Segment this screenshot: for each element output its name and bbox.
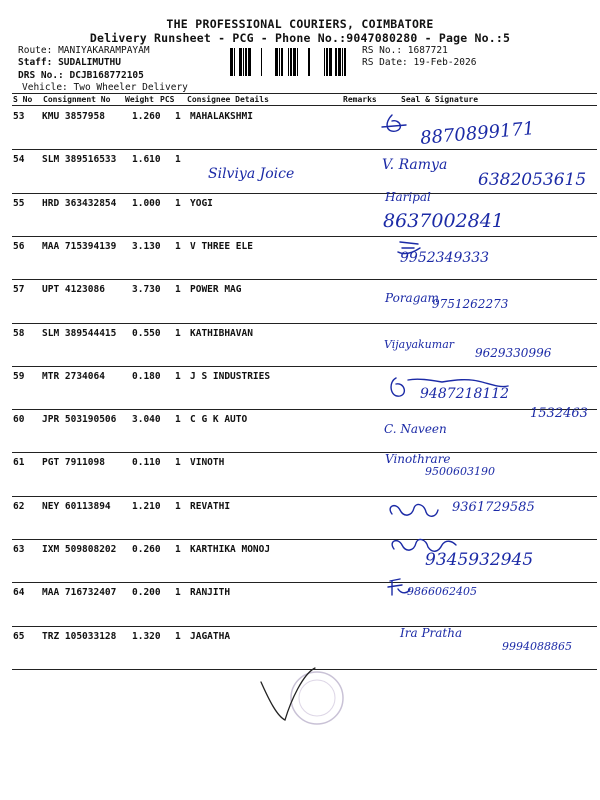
row-weight: 1.320 <box>132 630 161 642</box>
row-weight: 1.000 <box>132 197 161 209</box>
row-weight: 1.210 <box>132 500 161 512</box>
barcode-bar <box>308 48 310 76</box>
row54-handwritten-name: Silviya Joice <box>208 166 295 182</box>
row57-phone: 9751262273 <box>432 297 509 311</box>
row-weight: 3.130 <box>132 240 161 252</box>
row-divider <box>12 193 597 194</box>
col-consignee: Consignee Details <box>187 95 269 104</box>
barcode-bar <box>279 48 280 76</box>
row55-phone: 8637002841 <box>383 210 504 232</box>
rs-date-line <box>362 57 476 68</box>
row-consignment-no: MAA 715394139 <box>42 240 117 252</box>
row-pcs: 1 <box>175 197 181 209</box>
row-sno: 65 <box>13 630 25 642</box>
row-pcs: 1 <box>175 630 181 642</box>
row-consignee: REVATHI <box>190 500 231 512</box>
barcode-bar <box>245 48 247 76</box>
row-consignment-no: MAA 716732407 <box>42 587 117 599</box>
row-consignment-no: NEY 60113894 <box>42 500 111 512</box>
rs-date-label: RS Date: <box>362 57 408 68</box>
barcode-image <box>230 48 355 76</box>
row-sno: 57 <box>13 284 25 296</box>
barcode-bar <box>290 48 292 76</box>
barcode-bar <box>342 48 343 76</box>
row65-signature: Ira Pratha <box>400 626 463 640</box>
row-sno: 64 <box>13 587 25 599</box>
barcode-bar <box>326 48 328 76</box>
row-pcs: 1 <box>175 284 181 296</box>
col-sno: S No <box>13 95 33 104</box>
route-value: MANIYAKARAMPAYAM <box>58 45 150 56</box>
col-weight: Weight <box>125 95 154 104</box>
drs-line <box>18 70 144 81</box>
row53-phone: 8870899171 <box>419 118 536 149</box>
rs-no-value: 1687721 <box>407 45 448 56</box>
barcode-bar <box>338 48 341 76</box>
row-pcs: 1 <box>175 544 181 555</box>
row-consignee: POWER MAG <box>190 284 242 296</box>
rs-date-value: 19-Feb-2026 <box>413 57 477 68</box>
row-consignment-no: JPR 503190506 <box>42 414 117 426</box>
barcode-bar <box>297 48 298 76</box>
row-divider <box>12 452 597 453</box>
row-divider <box>12 626 597 627</box>
row64-phone: 9866062405 <box>407 585 477 598</box>
row-consignment-no: UPT 4123086 <box>42 284 105 296</box>
row-pcs: 1 <box>175 457 181 469</box>
row-divider <box>12 323 597 324</box>
row-weight: 0.110 <box>132 457 161 469</box>
row-sno: 55 <box>13 197 25 209</box>
row-divider <box>12 366 597 367</box>
row-consignee: JAGATHA <box>190 630 231 642</box>
row-sno: 60 <box>13 414 25 426</box>
barcode-bar <box>329 48 332 76</box>
row-consignment-no: SLM 389516533 <box>42 154 117 166</box>
barcode-bar <box>344 48 346 76</box>
route-label: Route: <box>18 45 53 56</box>
staff-label: Staff: <box>18 57 53 68</box>
company-title: THE PROFESSIONAL COURIERS, COIMBATORE <box>166 17 434 31</box>
row63-phone: 9345932945 <box>425 550 534 570</box>
row-weight: 1.260 <box>132 111 161 122</box>
rs-no-line <box>362 45 448 56</box>
row-sno: 59 <box>13 370 25 382</box>
row-consignment-no: IXM 509808202 <box>42 544 117 555</box>
barcode-bar <box>288 48 289 76</box>
barcode-bar <box>239 48 242 76</box>
col-consignment: Consignment No <box>43 95 111 104</box>
row-sno: 58 <box>13 327 25 339</box>
row-consignee: C G K AUTO <box>190 414 248 426</box>
row-sno: 63 <box>13 544 25 555</box>
row-pcs: 1 <box>175 154 181 166</box>
row-consignment-no: KMU 3857958 <box>42 111 105 122</box>
row-weight: 0.260 <box>132 544 161 555</box>
row-consignee: MAHALAKSHMI <box>190 111 253 122</box>
barcode-bar <box>234 48 235 76</box>
row-consignee: RANJITH <box>190 587 231 599</box>
row-sno: 53 <box>13 111 25 122</box>
row-consignment-no: TRZ 105033128 <box>42 630 117 642</box>
row-pcs: 1 <box>175 240 181 252</box>
vehicle-value: Two Wheeler Delivery <box>73 82 188 93</box>
row-pcs: 1 <box>175 370 181 382</box>
row-consignee: KARTHIKA MONOJ <box>190 544 271 555</box>
col-pcs: PCS <box>160 95 175 104</box>
barcode-bar <box>275 48 278 76</box>
row-consignee: VINOTH <box>190 457 225 469</box>
row-sno: 61 <box>13 457 25 469</box>
barcode-bar <box>335 48 337 76</box>
row-pcs: 1 <box>175 587 181 599</box>
row-divider <box>12 149 597 150</box>
vehicle-label: Vehicle: <box>22 82 68 93</box>
row55-signature: Haripal <box>385 190 431 204</box>
row-weight: 0.180 <box>132 370 161 382</box>
row-weight: 1.610 <box>132 154 161 166</box>
row-consignment-no: HRD 363432854 <box>42 197 117 209</box>
row56-phone: 9952349333 <box>400 250 490 266</box>
row-pcs: 1 <box>175 111 181 122</box>
row-consignee: V THREE ELE <box>190 240 253 252</box>
row-weight: 0.550 <box>132 327 161 339</box>
row54-signature: V. Ramya <box>382 157 448 173</box>
col-remarks: Remarks <box>343 95 377 104</box>
header-top-rule <box>12 93 597 94</box>
barcode-bar <box>243 48 244 76</box>
row65-phone: 9994088865 <box>502 640 572 653</box>
row-pcs: 1 <box>175 500 181 512</box>
col-seal: Seal & Signature <box>401 95 479 104</box>
row60-phone: 1532463 <box>530 406 588 421</box>
row-sno: 62 <box>13 500 25 512</box>
barcode-bar <box>230 48 233 76</box>
row62-phone: 9361729585 <box>452 500 535 515</box>
row-divider <box>12 279 597 280</box>
rs-no-label: RS No.: <box>362 45 403 56</box>
row-pcs: 1 <box>175 327 181 339</box>
row57-signature: Poragam <box>385 291 439 305</box>
route-line <box>18 45 150 56</box>
row-weight: 3.730 <box>132 284 161 296</box>
staff-value: SUDALIMUTHU <box>58 57 121 68</box>
row60-signature: C. Naveen <box>384 422 447 436</box>
row-consignment-no: PGT 7911098 <box>42 457 105 469</box>
row-sno: 56 <box>13 240 25 252</box>
barcode-bar <box>281 48 283 76</box>
drs-value: DCJB168772105 <box>69 70 144 81</box>
row-consignee: KATHIBHAVAN <box>190 327 253 339</box>
row-consignee: YOGI <box>190 197 213 209</box>
vehicle-line <box>22 82 188 93</box>
drs-label: DRS No.: <box>18 70 64 81</box>
row-consignee: J S INDUSTRIES <box>190 370 271 382</box>
row61-signature: Vinothrare <box>385 452 451 466</box>
row-consignment-no: SLM 389544415 <box>42 327 117 339</box>
runsheet-title: Delivery Runsheet - PCG - Phone No.:9047080280 - Page No.:5 <box>89 31 511 45</box>
row58-phone: 9629330996 <box>475 346 552 360</box>
barcode-bar <box>248 48 251 76</box>
row-pcs: 1 <box>175 414 181 426</box>
row-weight: 0.200 <box>132 587 161 599</box>
row59-phone: 9487218112 <box>420 386 510 402</box>
row61-phone: 9500603190 <box>425 465 495 478</box>
barcode-bar <box>293 48 296 76</box>
row-consignment-no: MTR 2734064 <box>42 370 105 382</box>
staff-line <box>18 57 121 68</box>
barcode-bar <box>261 48 262 76</box>
row-sno: 54 <box>13 154 25 166</box>
row54-phone: 6382053615 <box>478 170 587 190</box>
seal-stamp-mark <box>255 660 365 770</box>
barcode-bar <box>324 48 325 76</box>
row-weight: 3.040 <box>132 414 161 426</box>
row58-signature: Vijayakumar <box>384 338 455 351</box>
